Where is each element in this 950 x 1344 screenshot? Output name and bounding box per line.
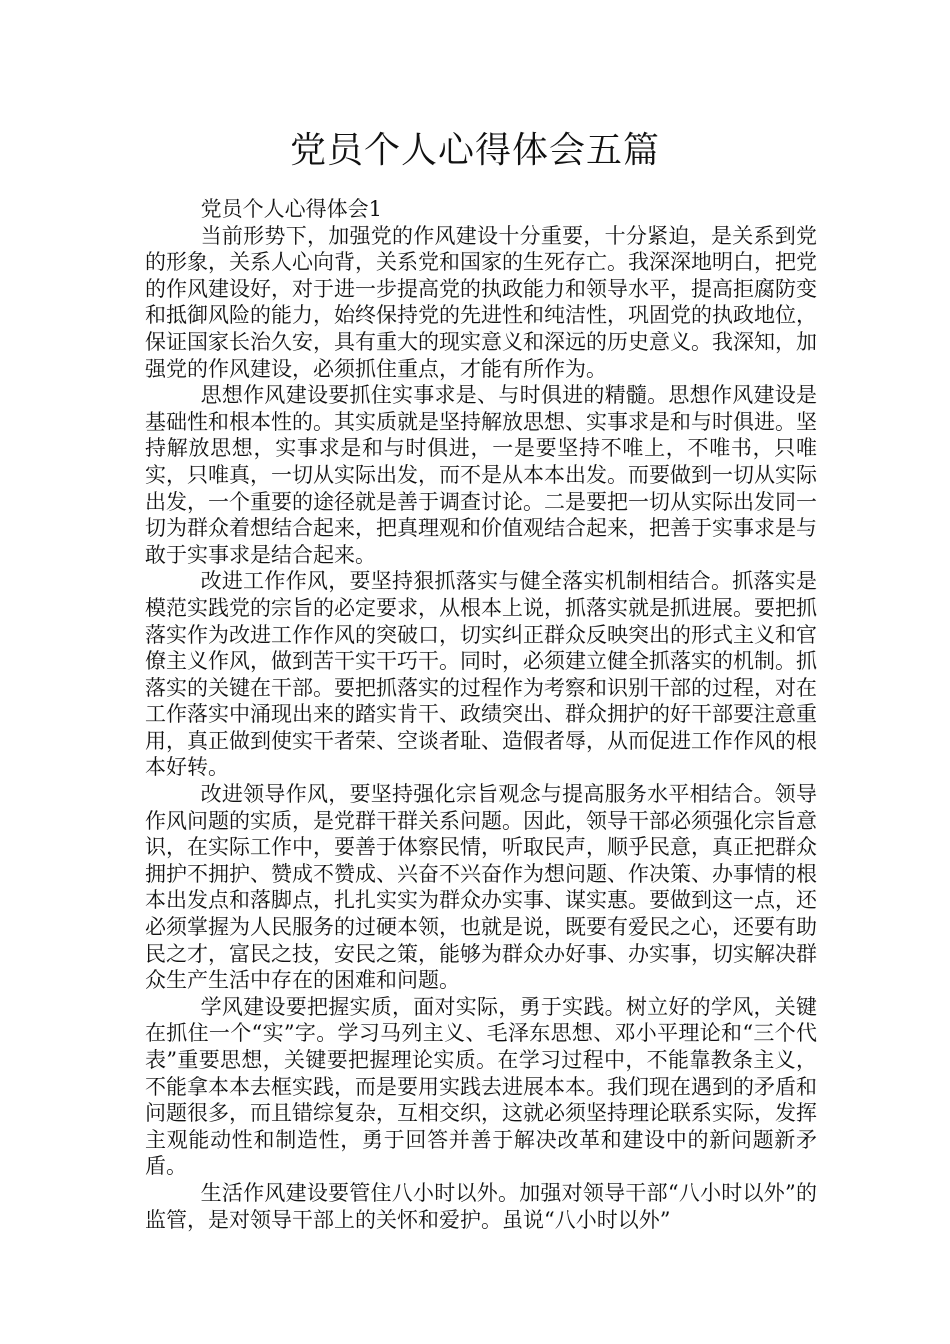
- paragraph: 学风建设要把握实质，面对实际，勇于实践。树立好的学风，关键在抓住一个“实”字。学习马列主义、毛泽东思想、邓小平理论和“三个代表”重要思想，关键要把握理论实质。在学习过程中，不能靠教条主义，不能拿本本去框实践，而是要用实践去进展本本。我们现在遇到的矛盾和问题很多，而且错综复杂，互相交织，这就必须坚持理论联系实际，发挥主观能动性和制造性，勇于回答并善于解决改革和建设中的新问题新矛盾。: [145, 994, 817, 1179]
- paragraph: 改进领导作风，要坚持强化宗旨观念与提高服务水平相结合。领导作风问题的实质，是党群干群关系问题。因此，领导干部必须强化宗旨意识，在实际工作中，要善于体察民情，听取民声，顺乎民意，真正把群众拥护不拥护、赞成不赞成、兴奋不兴奋作为想问题、作决策、办事情的根本出发点和落脚点，扎扎实实为群众办实事、谋实惠。要做到这一点，还必须掌握为人民服务的过硬本领，也就是说，既要有爱民之心，还要有助民之才，富民之技，安民之策，能够为群众办好事、办实事，切实解决群众生产生活中存在的困难和问题。: [145, 782, 817, 993]
- document-title: 党员个人心得体会五篇: [289, 130, 660, 171]
- paragraph: 思想作风建设要抓住实事求是、与时俱进的精髓。思想作风建设是基础性和根本性的。其实质就是坚持解放思想、实事求是和与时俱进。坚持解放思想，实事求是和与时俱进，一是要坚持不唯上，不唯书，只唯实，只唯真，一切从实际出发，而不是从本本出发。而要做到一切从实际出发，一个重要的途径就是善于调查讨论。二是要把一切从实际出发同一切为群众着想结合起来，把真理观和价值观结合起来，把善于实事求是与敢于实事求是结合起来。: [145, 383, 817, 567]
- paragraph: 当前形势下，加强党的作风建设十分重要，十分紧迫，是关系到党的形象，关系人心向背，关系党和国家的生死存亡。我深深地明白，把党的作风建设好，对于进一步提高党的执政能力和领导水平，提高拒腐防变和抵御风险的能力，始终保持党的先进性和纯洁性，巩固党的执政地位，保证国家长治久安，具有重大的现实意义和深远的历史意义。我深知，加强党的作风建设，必须抓住重点，才能有所作为。: [145, 223, 817, 381]
- document-body: [145, 196, 817, 1233]
- paragraph: 改进工作作风，要坚持狠抓落实与健全落实机制相结合。抓落实是模范实践党的宗旨的必定要求，从根本上说，抓落实就是抓进展。要把抓落实作为改进工作作风的突破口，切实纠正群众反映突出的形式主义和官僚主义作风，做到苦干实干巧干。同时，必须建立健全抓落实的机制。抓落实的关键在干部。要把抓落实的过程作为考察和识别干部的过程，对在工作落实中涌现出来的踏实肯干、政绩突出、群众拥护的好干部要注意重用，真正做到使实干者荣、空谈者耻、造假者辱，从而促进工作作风的根本好转。: [145, 569, 817, 780]
- section-heading: 党员个人心得体会1: [200, 197, 383, 221]
- paragraph: 生活作风建设要管住八小时以外。加强对领导干部“八小时以外”的监管，是对领导干部上的关怀和爱护。虽说“八小时以外”: [145, 1180, 817, 1232]
